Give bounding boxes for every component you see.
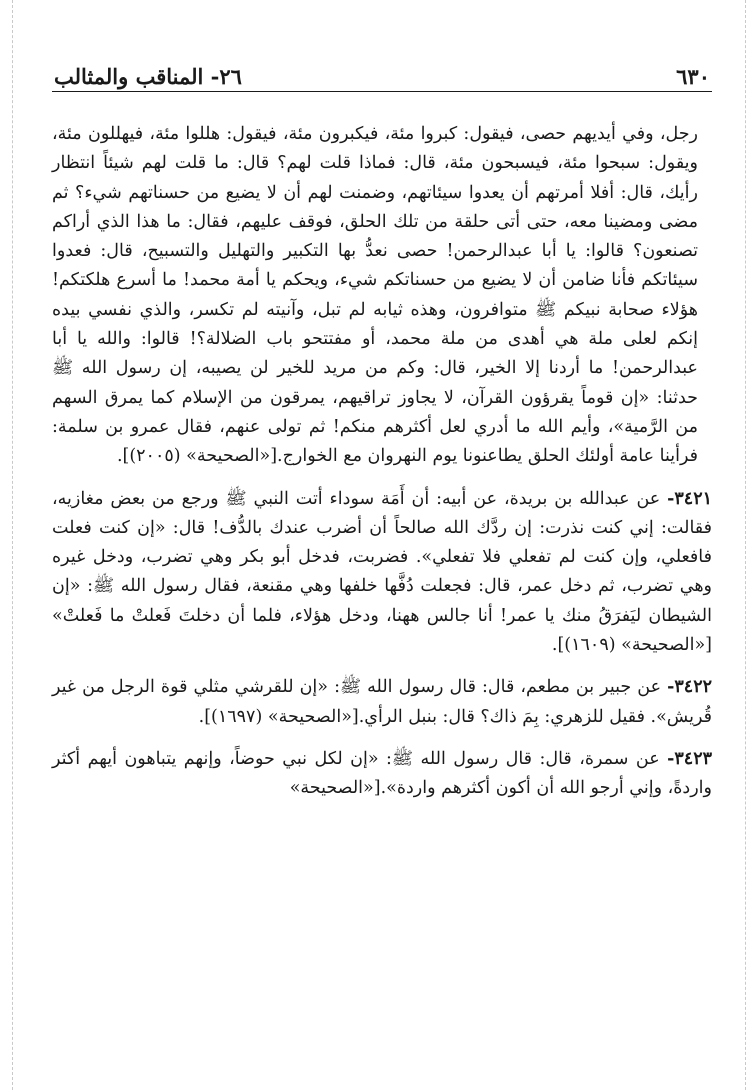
hadith-3423 — [52, 745, 712, 804]
paragraph-text: عن جبير بن مطعم، قال: قال رسول الله ﷺ: «إن للقرشي مثلي قوة الرجل من غير قُريش». فقيل للزهري: بِمَ ذاك؟ قال: بنبل الرأي.[«الصحيحة» (١٦٩٧)]. — [52, 677, 712, 727]
hadith-continuation-paragraph — [52, 120, 712, 472]
hadith-number: ٣٤٢١- — [667, 488, 712, 509]
book-page — [52, 55, 712, 804]
hadith-number: ٣٤٢٣- — [667, 748, 712, 769]
paragraph-text: عن عبدالله بن بريدة، عن أبيه: أن أَمَة سوداء أتت النبي ﷺ ورجع من بعض مغازيه، فقالت: إني كنت نذرت: إن ردَّك الله صالحاً أن أضرب عندك بالدُّف! قال: «إن كنت فعلت فافعلي، وإن كنت لم تفعلي فلا تفعلي». فضربت، فدخل أبو بكر وهي تضرب، ودخل غيره وهي تضرب، ثم دخل عمر، قال: فجعلت دُفَّها خلفها وهي مقنعة، فقال رسول الله ﷺ: «إن الشيطان ليَفرَقُ منك يا عمر! أنا جالس ههنا، ودخل هؤلاء، فلما أن دخلتَ فَعلتْ ما فَعلتْ» [«الصحيحة» (١٦٠٩)]. — [52, 488, 712, 656]
chapter-title: ٢٦- المناقب والمثالب — [54, 64, 242, 89]
hadith-3422 — [52, 673, 712, 732]
paragraph-text: رجل، وفي أيديهم حصى، فيقول: كبروا مئة، فيكبرون مئة، فيقول: هللوا مئة، فيهللون مئة، ويقول: سبحوا مئة، فيسبحون مئة، قال: فماذا قلت لهم؟ قال: ما قلت لهم شيئاً انتظار رأيك، قال: أفلا أمرتهم أن يعدوا سيئاتهم، وضمنت لهم أن لا يضيع من حسناتهم شيء؟ ثم مضى ومضينا معه، حتى أتى حلقة من تلك الحلق، فوقف عليهم، فقال: ما هذا الذي أراكم تصنعون؟ قالوا: يا أبا عبدالرحمن! حصى نعدُّ بها التكبير والتهليل والتسبيح، قال: فعدوا سيئاتكم فأنا ضامن أن لا يضيع من حسناتكم شيء، ويحكم يا أمة محمد! ما أسرع هلكتكم! هؤلاء صحابة نبيكم ﷺ متوافرون، وهذه ثيابه لم تبل، وآنيته لم تكسر، والذي نفسي بيده إنكم لعلى ملة هي أهدى من ملة محمد، أو مفتتحو باب الضلالة؟! قالوا: والله يا أبا عبدالرحمن! ما أردنا إلا الخير، قال: وكم من مريد للخير لن يصيبه، إن رسول الله ﷺ حدثنا: «إن قوماً يقرؤون القرآن، لا يجاوز تراقيهم، يمرقون من الإسلام كما يمرق السهم من الرَّمية»، وأيم الله ما أدري لعل أكثرهم منكم! ثم تولى عنهم، فقال عمرو بن سلمة: فرأينا عامة أولئك الحلق يطاعنونا يوم النهروان مع الخوارج.[«الصحيحة» (٢٠٠٥)]. — [52, 124, 698, 467]
hadith-number: ٣٤٢٢- — [667, 677, 712, 698]
hadith-3421 — [52, 485, 712, 661]
paragraph-text: عن سمرة، قال: قال رسول الله ﷺ: «إن لكل نبي حوضاً، وإنهم يتباهون أيهم أكثر واردةً، وإني أرجو الله أن أكون أكثرهم واردة».[«الصحيحة» — [52, 748, 712, 799]
scan-margin-line-left — [12, 0, 13, 1090]
scan-margin-line-right — [745, 0, 746, 1090]
page-header — [52, 55, 712, 92]
page-number: ٦٣٠ — [676, 64, 710, 89]
page-body — [52, 120, 712, 804]
